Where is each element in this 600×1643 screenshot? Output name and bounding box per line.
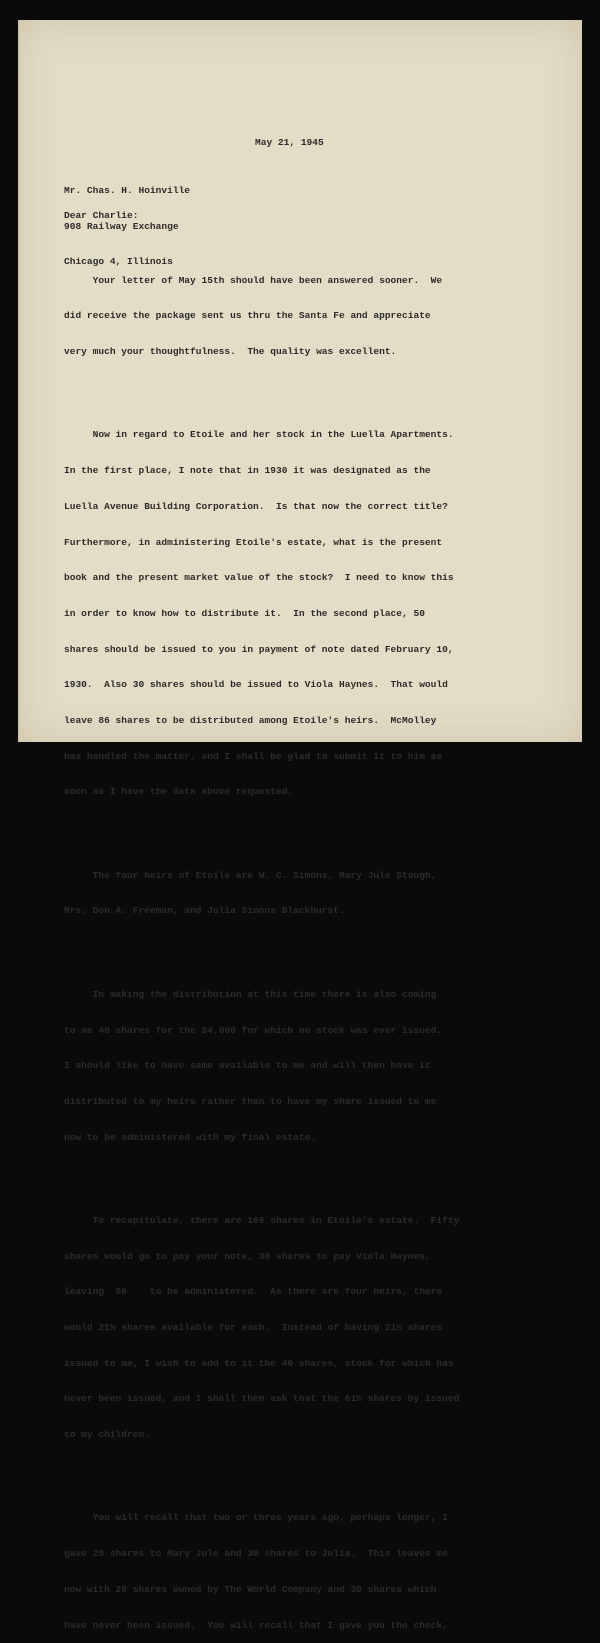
body-line: book and the present market value of the stock? I need to know this — [64, 572, 454, 584]
paragraph-gap — [64, 822, 459, 834]
body-line: In the first place, I note that in 1930 it was designated as the — [64, 465, 431, 477]
body-line: has handled the matter, and I shall be glad to submit it to him as — [64, 750, 443, 762]
body-line: leaving 86 to be administered. As there are four heirs, there — [64, 1286, 443, 1298]
body-line: Mrs. Don A. Freeman, and Julia Simons Blackhurst. — [64, 905, 345, 917]
body-line: soon as I have the data above requested. — [64, 786, 294, 798]
body-line: leave 86 shares to be distributed among Etoile's heirs. McMolley — [64, 715, 437, 727]
body-line: very much your thoughtfulness. The quality was excellent. — [64, 346, 397, 358]
body-line: In making the distribution at this time there is also coming — [64, 988, 437, 1000]
body-line: I should like to have same available to me and will then have it — [64, 1060, 431, 1072]
body-line: now with 20 shares owned by The World Company and 30 shares which — [64, 1583, 437, 1595]
paragraph-gap — [64, 1465, 459, 1477]
body-line: to my children. — [64, 1429, 150, 1441]
body-line: issued to me, I wish to add to it the 40 shares, stock for which has — [64, 1357, 454, 1369]
body-line: The four heirs of Etoile are W. C. Simons, Mary Jule Stough, — [64, 869, 437, 881]
body-line: You will recall that two or three years ago, perhaps longer, I — [64, 1512, 448, 1524]
body-line: To recapitulate, there are 166 shares in Etoile's estate. Fifty — [64, 1214, 460, 1226]
body-line: now to be administered with my final estate. — [64, 1131, 317, 1143]
body-line: Now in regard to Etoile and her stock in the Luella Apartments. — [64, 429, 454, 441]
body-line: gave 20 shares to Mary Jule and 30 shares to Julia. This leaves me — [64, 1548, 448, 1560]
body-line: Furthermore, in administering Etoile's estate, what is the present — [64, 536, 443, 548]
body-line: shares should be issued to you in payment of note dated February 10, — [64, 643, 454, 655]
body-line: never been issued, and I shall then ask that the 61½ shares by issued — [64, 1393, 460, 1405]
body-line: did receive the package sent us thru the Santa Fe and appreciate — [64, 310, 431, 322]
letter-date: May 21, 1945 — [255, 137, 324, 148]
body-line: Luella Avenue Building Corporation. Is that now the correct title? — [64, 500, 448, 512]
body-line: would 21½ shares available for each. Instead of having 21½ shares — [64, 1322, 443, 1334]
body-line: Your letter of May 15th should have been answered sooner. We — [64, 274, 443, 286]
address-line: Chicago 4, Illinois — [64, 256, 173, 268]
address-line: Mr. Chas. H. Hoinville — [64, 184, 191, 196]
salutation: Dear Charlie: — [64, 210, 139, 221]
body-line: have never been issued. You will recall that I gave you the check, — [64, 1619, 448, 1631]
body-line: shares would go to pay your note, 30 shares to pay Viola Haynes, — [64, 1250, 431, 1262]
address-line: 908 Railway Exchange — [64, 220, 179, 232]
paragraph-gap — [64, 1167, 459, 1179]
body-line: distributed to my heirs rather than to have my share issued to me — [64, 1095, 437, 1107]
paragraph-gap — [64, 382, 459, 394]
body-line: 1930. Also 30 shares should be issued to Viola Haynes. That would — [64, 679, 448, 691]
paragraph-gap — [64, 941, 459, 953]
letter-body — [64, 239, 459, 1643]
body-line: to me 40 shares for the $4,000 for which no stock was ever issued. — [64, 1024, 443, 1036]
body-line: in order to know how to distribute it. In the second place, 50 — [64, 607, 425, 619]
